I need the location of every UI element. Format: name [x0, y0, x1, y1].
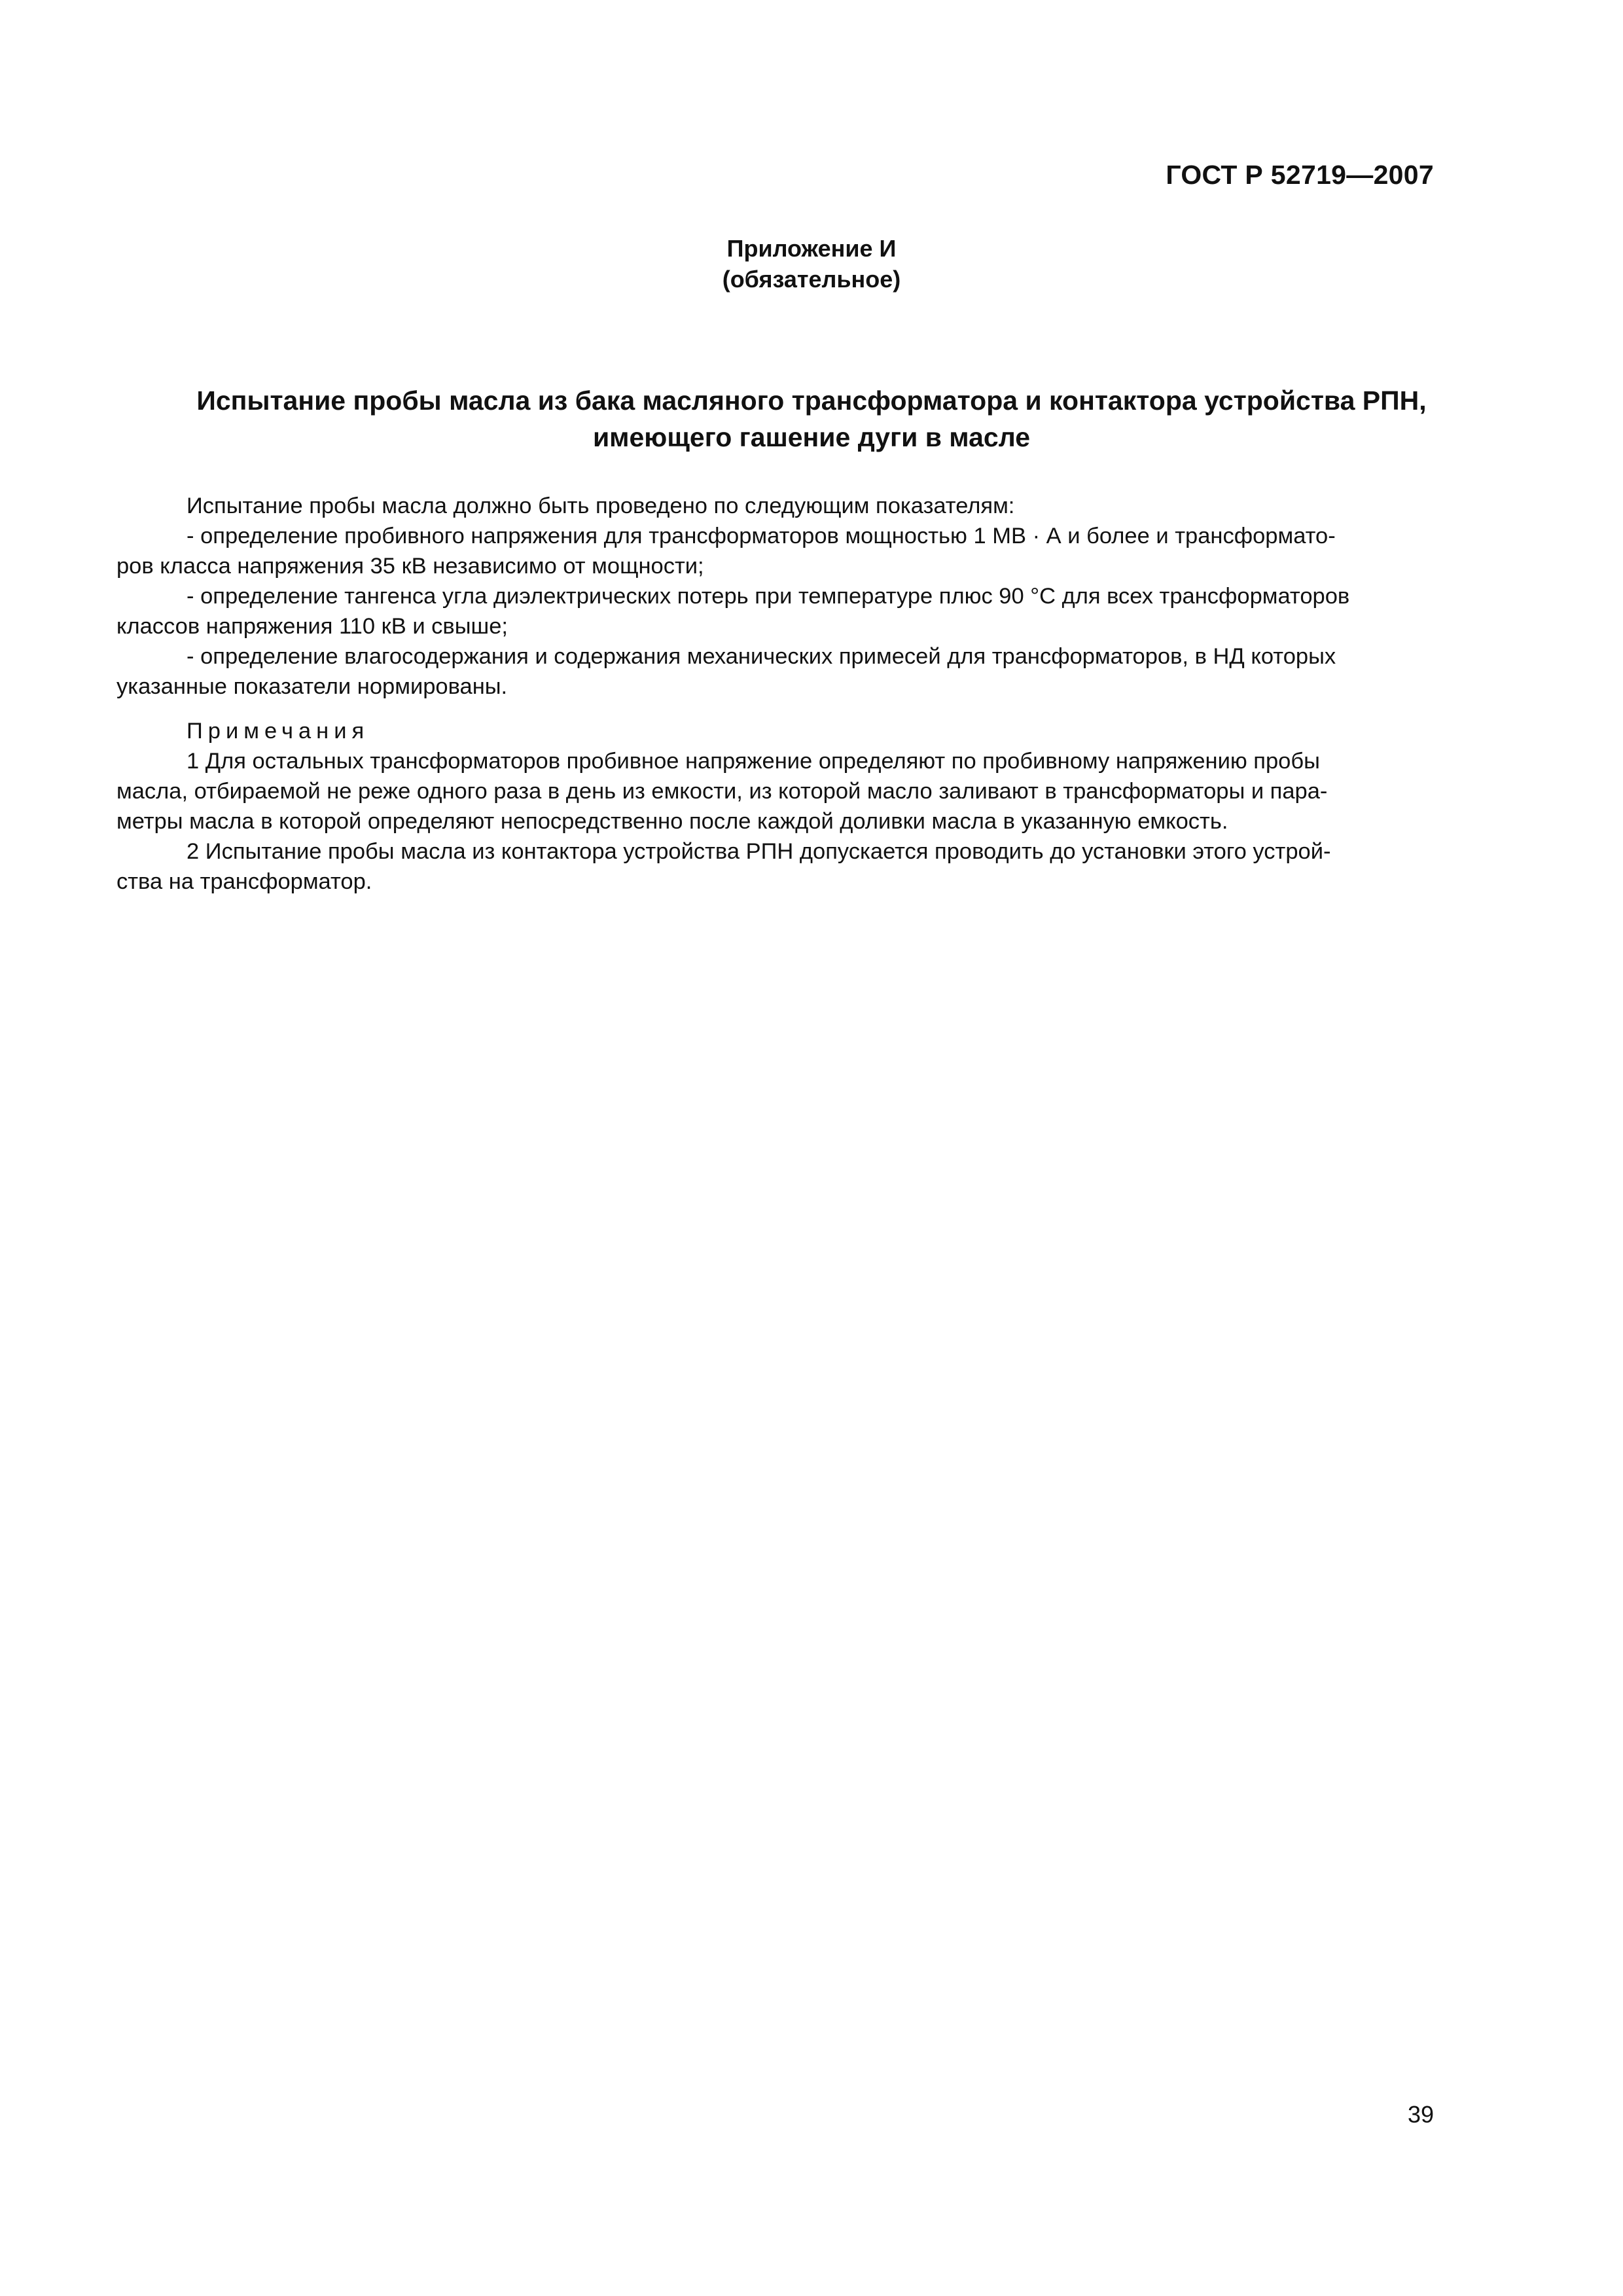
section-gap: [116, 702, 1436, 716]
appendix-heading: [0, 233, 1623, 295]
list-item-line: - определение пробивного напряжения для трансформаторов мощностью 1 МВ · А и более и трансформато-: [187, 524, 1336, 548]
appendix-title: [92, 382, 1531, 456]
list-item: [116, 521, 1436, 581]
appendix-label: Приложение И: [726, 235, 897, 262]
notes-heading: Примечания: [187, 719, 370, 744]
list-item: [116, 641, 1436, 702]
appendix-status: (обязательное): [722, 266, 901, 293]
note-item: [116, 746, 1436, 836]
intro-paragraph: [116, 491, 1436, 521]
note-line: 1 Для остальных трансформаторов пробивное напряжение определяют по пробивному напряжению пробы: [187, 749, 1320, 774]
page-number: 39: [1407, 2101, 1434, 2128]
list-item-line: указанные показатели нормированы.: [116, 674, 508, 699]
list-item-line: классов напряжения 110 кВ и свыше;: [116, 614, 508, 639]
document-header-id: ГОСТ Р 52719—2007: [1166, 160, 1434, 190]
intro-line: Испытание пробы масла должно быть проведено по следующим показателям:: [187, 493, 1015, 518]
list-item-line: - определение влагосодержания и содержания механических примесей для трансформаторов, в НД которых: [187, 644, 1336, 669]
body-text: [116, 491, 1436, 897]
note-line: ства на трансформатор.: [116, 869, 372, 894]
note-line: 2 Испытание пробы масла из контактора устройства РПН допускается проводить до установки этого устрой-: [187, 839, 1331, 864]
note-item: [116, 836, 1436, 897]
note-line: метры масла в которой определяют непосредственно после каждой доливки масла в указанную емкость.: [116, 809, 1228, 834]
list-item-line: - определение тангенса угла диэлектрических потерь при температуре плюс 90 °С для всех трансформаторов: [187, 584, 1350, 609]
note-line: масла, отбираемой не реже одного раза в день из емкости, из которой масло заливают в трансформаторы и пара-: [116, 779, 1328, 804]
title-line-1: Испытание пробы масла из бака масляного трансформатора и контактора устройства РПН,: [196, 386, 1427, 416]
list-item-line: ров класса напряжения 35 кВ независимо от мощности;: [116, 554, 704, 579]
title-line-2: имеющего гашение дуги в масле: [592, 422, 1031, 452]
list-item: [116, 581, 1436, 641]
